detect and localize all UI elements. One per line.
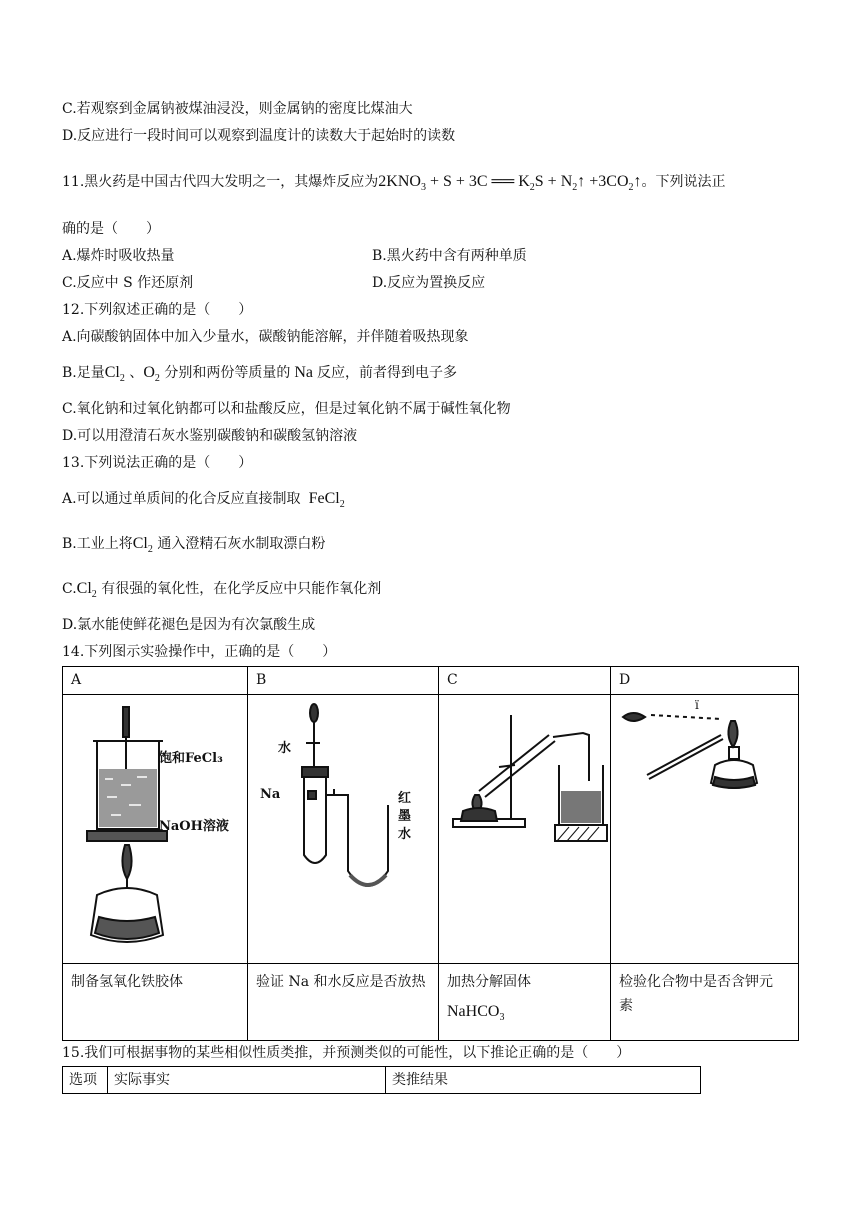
- formula: O: [143, 364, 155, 381]
- caption-text: 加热分解固体: [447, 974, 531, 990]
- q11-stem-prefix: 11.黑火药是中国古代四大发明之一，其爆炸反应为: [62, 174, 379, 190]
- caption-formula: [447, 1000, 602, 1024]
- q12-option-c: C.氧化钠和过氧化钠都可以和盐酸反应，但是过氧化钠不属于碱性氧化物: [62, 401, 511, 417]
- q12-option-a: A.向碳酸钠固体中加入少量水，碳酸钠能溶解，并伴随着吸热现象: [62, 329, 469, 345]
- flame-test-apparatus-drawing: [611, 695, 798, 963]
- eq-sub: 3: [420, 182, 426, 193]
- eq-sub: 2: [572, 182, 578, 193]
- text: B.足量: [62, 365, 105, 381]
- q14-b-label-red1: 红: [398, 791, 412, 806]
- q14-image-c: [439, 695, 611, 964]
- q13-option-b: [62, 534, 325, 554]
- q10-option-d: D.反应进行一段时间可以观察到温度计的读数大于起始时的读数: [62, 128, 456, 144]
- eq-part: ↑: [633, 173, 642, 190]
- q14-a-label-fecl3: 饱和FeCl₃: [159, 751, 223, 766]
- formula: FeCl: [308, 490, 340, 507]
- q10-option-c: C.若观察到金属钠被煤油浸没，则金属钠的密度比煤油大: [62, 101, 413, 117]
- q13-stem: 13.下列说法正确的是（ ）: [62, 455, 253, 471]
- formula: Cl: [132, 535, 148, 552]
- text: A.可以通过单质间的化合反应直接制取: [62, 491, 301, 507]
- svg-text:ï: ï: [695, 698, 699, 712]
- q15-header-fact: 实际事实: [108, 1067, 386, 1094]
- formula: Na: [290, 364, 317, 381]
- eq-sub: 2: [628, 182, 634, 193]
- q14-b-label-red2: 墨: [398, 809, 412, 824]
- formula-sub: 2: [154, 373, 160, 384]
- q14-stem: 14.下列图示实验操作中，正确的是（ ）: [62, 644, 337, 660]
- text: 通入澄精石灰水制取漂白粉: [152, 536, 326, 552]
- q15-stem: 15.我们可根据事物的某些相似性质类推，并预测类似的可能性，以下推论正确的是（ ）: [62, 1045, 631, 1061]
- q14-header-a: A: [63, 667, 248, 695]
- formula-sub: 2: [91, 589, 97, 600]
- eq-sub: 2: [529, 182, 535, 193]
- formula: NaHCO: [447, 1003, 500, 1020]
- q11-stem: [62, 172, 726, 192]
- formula-sub: 2: [339, 499, 345, 510]
- q11-equation: [378, 173, 642, 193]
- text: 有很强的氧化性，在化学反应中只能作氧化剂: [96, 581, 382, 597]
- text: C.: [62, 581, 77, 597]
- caption-text: 素: [619, 998, 633, 1014]
- caption-text: 检验化合物中是否含钾元: [619, 974, 773, 990]
- q11-option-c: C.反应中 S 作还原剂: [62, 275, 194, 291]
- q13-option-a: [62, 489, 345, 509]
- q11-option-d: D.反应为置换反应: [372, 275, 486, 291]
- eq-part: S + N: [534, 173, 573, 190]
- q14-header-d: D: [611, 667, 799, 695]
- eq-part: 2KNO: [378, 173, 421, 190]
- q11-option-b: B.黑火药中含有两种单质: [372, 248, 527, 264]
- text: 反应，前者得到电子多: [317, 365, 457, 381]
- q12-stem: 12.下列叙述正确的是（ ）: [62, 302, 253, 318]
- q14-header-b: B: [248, 667, 439, 695]
- q15-header-inference: 类推结果: [386, 1067, 701, 1094]
- q14-caption-b: 验证 Na 和水反应是否放热: [248, 964, 439, 1041]
- q12-option-b: [62, 363, 457, 383]
- q14-image-b: [248, 695, 439, 964]
- q11-stem-suffix: 。下列说法正: [641, 174, 726, 190]
- eq-part: + S + 3C ══ K: [425, 173, 530, 190]
- formula-sub: 2: [119, 373, 125, 384]
- q14-image-a: [63, 695, 248, 964]
- text: 、: [124, 365, 144, 381]
- q13-option-d: D.氯水能使鲜花褪色是因为有次氯酸生成: [62, 617, 316, 633]
- q14-b-label-water: 水: [278, 741, 292, 756]
- q14-b-label-red3: 水: [398, 827, 412, 842]
- heating-tube-apparatus-drawing: [439, 695, 610, 963]
- q14-caption-d: [611, 964, 799, 1041]
- q15-header-option: 选项: [63, 1067, 108, 1094]
- q14-a-label-naoh: NaOH溶液: [159, 819, 229, 834]
- formula-sub: 3: [499, 1012, 505, 1023]
- q14-image-d: [611, 695, 799, 964]
- eq-part: ↑ +3CO: [577, 173, 629, 190]
- q13-option-c: [62, 579, 381, 599]
- q15-table: [62, 1066, 701, 1094]
- text: B.工业上将: [62, 536, 133, 552]
- q14-caption-a: 制备氢氧化铁胶体: [63, 964, 248, 1041]
- q11-option-a: A.爆炸时吸收热量: [62, 248, 175, 264]
- q14-table: [62, 666, 799, 1041]
- q11-stem-line2: 确的是（ ）: [62, 221, 160, 237]
- q14-caption-c: [439, 964, 611, 1041]
- q12-option-d: D.可以用澄清石灰水鉴别碳酸钠和碳酸氢钠溶液: [62, 428, 358, 444]
- formula: Cl: [76, 580, 92, 597]
- text: 分别和两份等质量的: [159, 365, 291, 381]
- q14-b-label-na: Na: [260, 787, 281, 802]
- formula: Cl: [104, 364, 120, 381]
- formula-sub: 2: [147, 544, 153, 555]
- q14-header-c: C: [439, 667, 611, 695]
